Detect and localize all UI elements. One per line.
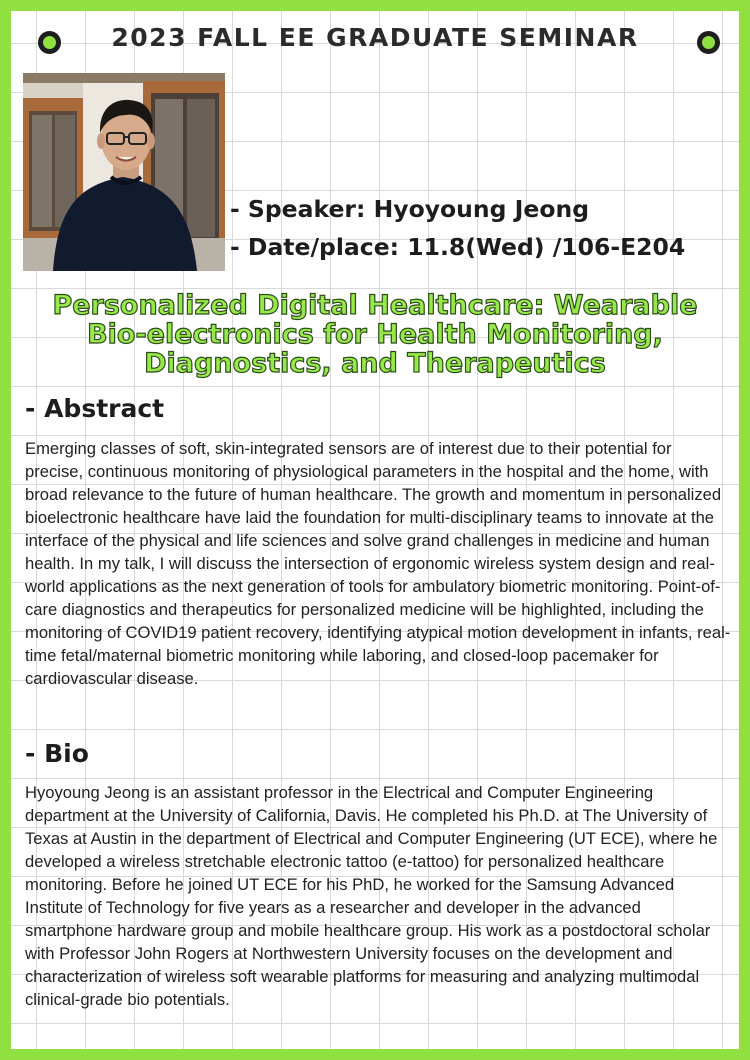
talk-title-line-1: Personalized Digital Healthcare: Wearable (52, 290, 698, 321)
talk-title (11, 291, 739, 378)
abstract-text: Emerging classes of soft, skin-integrated sensors are of interest due to their potential for precise, continuous monitoring of physiological parameters in the hospital and the home, with broad relevance to the future of human healthcare. The growth and momentum in personalized bioelectronic healthcare have laid the foundation for multi-disciplinary teams to innovate at the interface of the physical and life sciences and solve grand challenges in medicine and human health. In my talk, I will discuss the intersection of ergonomic wireless system design and real-world applications as the next generation of tools for ambulatory biometric monitoring. Point-of-care diagnostics and therapeutics for personalized medicine will be highlighted, including the monitoring of COVID19 patient recovery, identifying atypical motion development in infants, real-time fetal/maternal biometric monitoring while laboring, and closed-loop pacemaker for cardiovascular disease. (25, 439, 731, 688)
seminar-title: 2023 FALL EE GRADUATE SEMINAR (111, 23, 639, 52)
abstract-heading: - Abstract (25, 394, 165, 423)
date-place-info: - Date/place: 11.8(Wed) /106-E204 (230, 233, 686, 261)
bio-text: Hyoyoung Jeong is an assistant professor in the Electrical and Computer Engineering department at the University of California, Davis. He completed his Ph.D. at The University of Texas at Austin in the department of Electrical and Computer Engineering (UT ECE), where he developed a wireless stretchable electronic tattoo (e-tattoo) for personalized healthcare monitoring. Before he joined UT ECE for his PhD, he worked for the Samsung Advanced Institute of Technology for five years as a researcher and developer in the advanced smartphone hardware group and mobile healthcare group. His work as a postdoctoral scholar with Professor John Rogers at Northwestern University focuses on the development and characterization of wireless soft wearable platforms for measuring and analyzing multimodal clinical-grade bio potentials. (25, 783, 718, 1009)
talk-title-line-2: Bio-electronics for Health Monitoring, (87, 319, 663, 350)
seminar-poster (11, 11, 739, 1049)
speaker-photo (23, 73, 225, 271)
bio-heading: - Bio (25, 739, 89, 768)
talk-title-line-3: Diagnostics, and Therapeutics (144, 348, 606, 379)
speaker-info: - Speaker: Hyoyoung Jeong (230, 195, 590, 223)
